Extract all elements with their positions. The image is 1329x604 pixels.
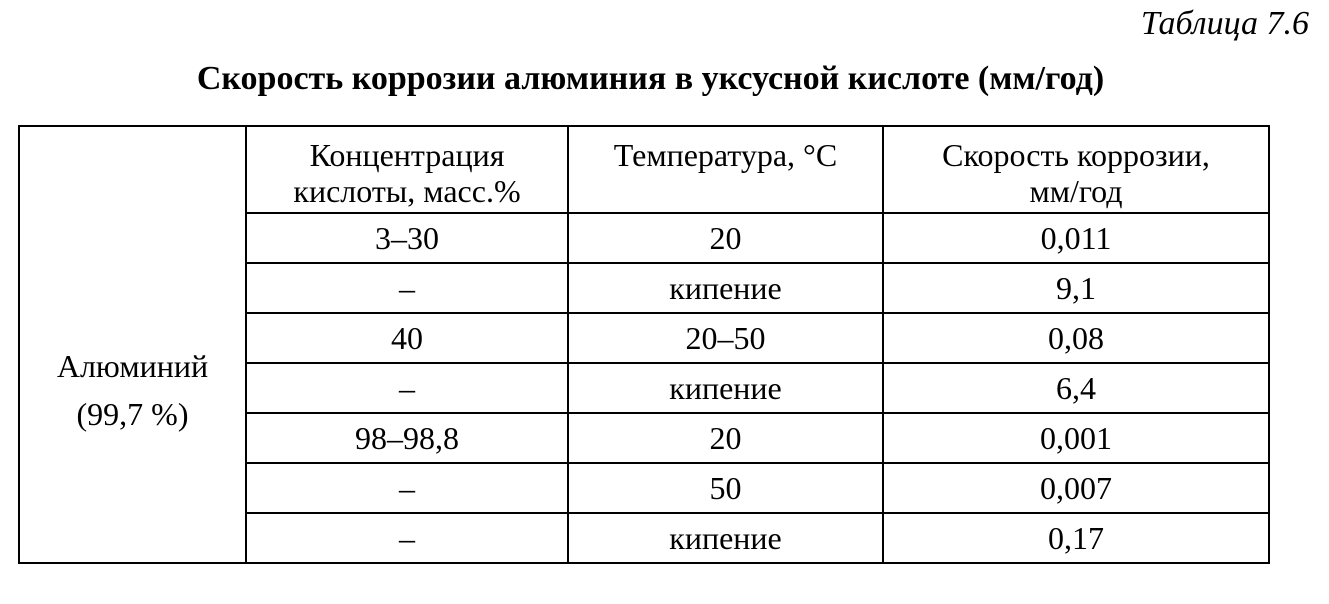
- rate-cell: 0,007: [883, 463, 1269, 513]
- temperature-cell: 50: [568, 463, 883, 513]
- corrosion-rate-table: [18, 125, 1270, 564]
- temperature-cell: 20: [568, 413, 883, 463]
- header-concentration-line-1: Концентрация: [309, 137, 505, 173]
- rate-cell: 0,001: [883, 413, 1269, 463]
- rate-cell: 6,4: [883, 363, 1269, 413]
- temperature-cell: кипение: [568, 363, 883, 413]
- header-corrosion-rate: [883, 126, 1269, 213]
- header-concentration-line-2: кислоты, масс.%: [293, 173, 521, 209]
- concentration-cell: –: [246, 263, 568, 313]
- concentration-cell: 98–98,8: [246, 413, 568, 463]
- table-number: Таблица 7.6: [1140, 5, 1309, 42]
- concentration-cell: –: [246, 513, 568, 563]
- concentration-cell: –: [246, 463, 568, 513]
- material-cell: [19, 213, 246, 563]
- temperature-cell: 20: [568, 213, 883, 263]
- concentration-cell: 3–30: [246, 213, 568, 263]
- temperature-cell: 20–50: [568, 313, 883, 363]
- material-name: Алюминий: [56, 347, 209, 384]
- rate-cell: 0,08: [883, 313, 1269, 363]
- table-title: Скорость коррозии алюминия в уксусной кислоте (мм/год): [196, 60, 1105, 97]
- temperature-cell: кипение: [568, 263, 883, 313]
- concentration-cell: –: [246, 363, 568, 413]
- rate-cell: 9,1: [883, 263, 1269, 313]
- header-temperature: Температура, °С: [568, 126, 883, 213]
- table-row: [19, 213, 1269, 263]
- material-purity: (99,7 %): [76, 395, 189, 432]
- header-rate-line-2: мм/год: [1029, 173, 1123, 209]
- header-material-cell: [19, 126, 246, 213]
- rate-cell: 0,17: [883, 513, 1269, 563]
- header-rate-line-1: Скорость коррозии,: [942, 137, 1210, 173]
- rate-cell: 0,011: [883, 213, 1269, 263]
- table-header-row: [19, 126, 1269, 213]
- temperature-cell: кипение: [568, 513, 883, 563]
- header-concentration: [246, 126, 568, 213]
- concentration-cell: 40: [246, 313, 568, 363]
